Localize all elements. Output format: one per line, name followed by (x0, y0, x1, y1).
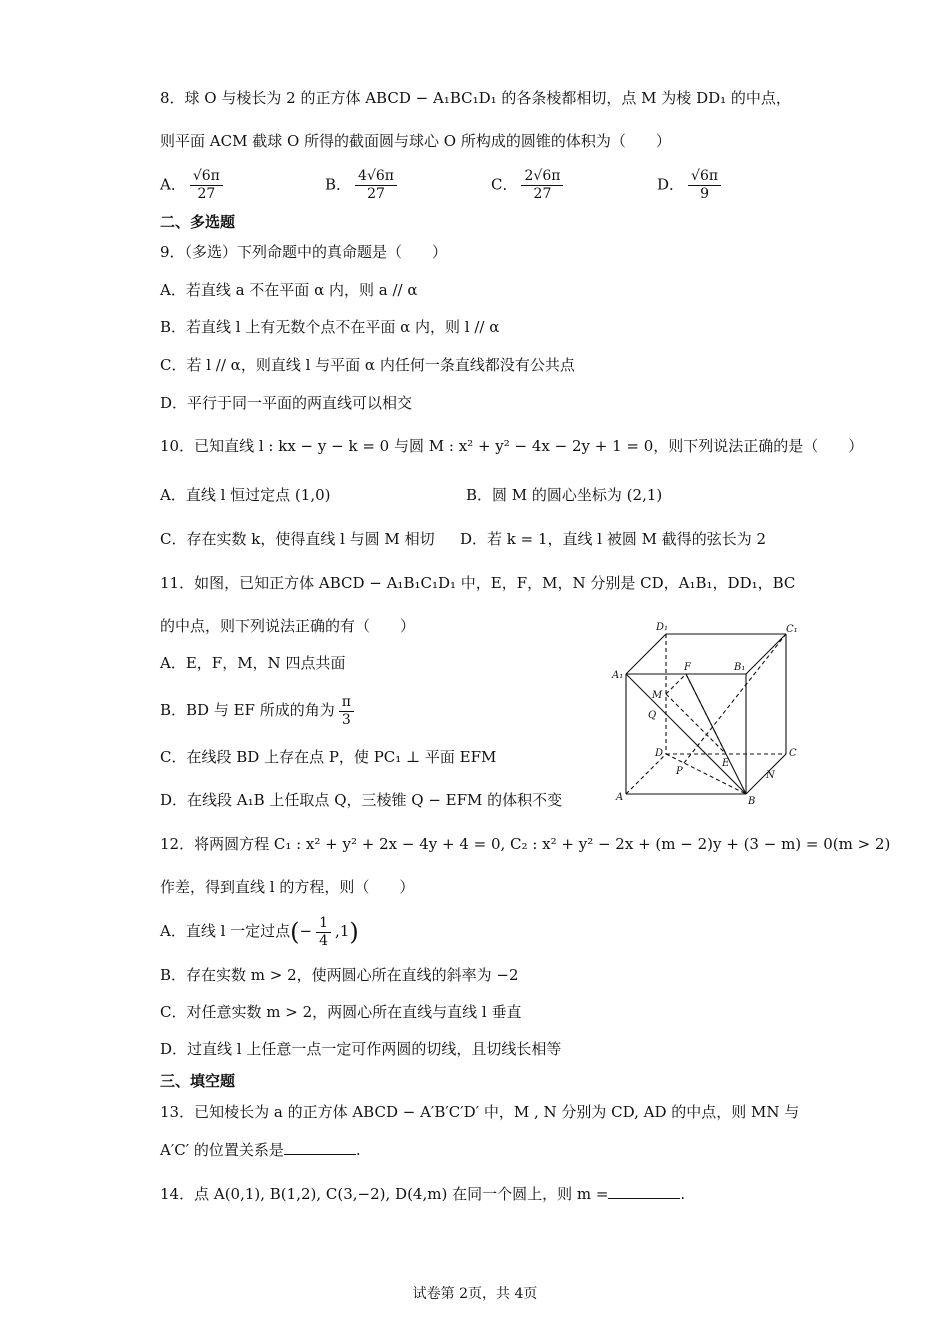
q10-option-a: A．直线 l 恒过定点 (1,0) (160, 486, 331, 504)
label-d1: D₁ (656, 622, 669, 633)
q8-option-c-denominator: 27 (533, 186, 552, 202)
q9-stem: 9．（多选）下列命题中的真命题是（ ） (160, 243, 448, 261)
segment-m-f (666, 674, 686, 694)
q12-option-a: A．直线 l 一定过点(− $\frac{1}{4}$ ,1) (160, 914, 359, 949)
q13-answer-blank[interactable] (284, 1140, 356, 1155)
label-q: Q (648, 710, 657, 721)
q8-option-b-fraction (355, 168, 397, 203)
q10-option-d: D．若 k = 1，直线 l 被圆 M 截得的弦长为 2 (460, 530, 767, 548)
cube-figure (608, 616, 808, 808)
q8-option-b-numerator: 4√6π (355, 168, 397, 186)
q11-option-b (160, 690, 358, 730)
q8-stem-line2: 则平面 ACM 截球 O 所得的截面圆与球心 O 所构成的圆锥的体积为（ ） (160, 132, 671, 150)
q11-option-b-numerator: π (339, 694, 354, 712)
label-a: A (616, 792, 624, 803)
label-n: N (766, 770, 775, 781)
q11-option-d: D．在线段 A₁B 上任取点 Q，三棱锥 Q − EFM 的体积不变 (160, 791, 563, 809)
q9-option-b: B．若直线 l 上有无数个点不在平面 α 内，则 l // α (160, 318, 500, 336)
q10-option-b: B．圆 M 的圆心坐标为 (2,1) (466, 486, 663, 504)
label-m: M (652, 690, 663, 701)
q8-option-d-label: D． (657, 175, 685, 194)
q11-option-a: A．E，F，M，N 四点共面 (160, 654, 346, 672)
segment-m-e (666, 694, 726, 754)
q8-option-c-label: C． (491, 175, 518, 194)
label-d: D (655, 748, 664, 759)
q9-option-d: D．平行于同一平面的两直线可以相交 (160, 394, 413, 412)
edge-a1-d1 (626, 634, 666, 674)
label-c: C (789, 748, 797, 759)
q13-stem-line2: A′C′ 的位置关系是 . (160, 1141, 361, 1159)
q12-option-d: D．过直线 l 上任意一点一定可作两圆的切线，且切线长相等 (160, 1040, 562, 1058)
page-footer: 试卷第 2页，共 4页 (412, 1286, 538, 1302)
q8-option-a-fraction (190, 168, 223, 203)
label-b1: B₁ (734, 662, 746, 673)
q13-stem-line2-text: A′C′ 的位置关系是 (160, 1141, 284, 1159)
label-a1: A₁ (612, 670, 624, 681)
label-f: F (684, 662, 691, 673)
q8-option-a (160, 168, 227, 203)
section-heading-multiple-choice: 二、多选题 (160, 213, 236, 231)
label-e: E (722, 758, 730, 769)
section-heading-fill-in: 三、填空题 (160, 1072, 236, 1090)
q8-option-a-denominator: 27 (197, 186, 216, 202)
q8-stem-line1: 8．球 O 与棱长为 2 的正方体 ABCD − A₁BC₁D₁ 的各条棱都相切，点 M 为棱 DD₁ 的中点， (160, 89, 791, 107)
q14-stem: 14．点 A(0,1), B(1,2), C(3,−2), D(4,m) 在同一个圆上，则 m = . (160, 1185, 686, 1203)
q8-option-d-denominator: 9 (700, 186, 709, 202)
q8-option-b-label: B． (325, 175, 352, 194)
segment-a1-b (626, 674, 746, 794)
q12-option-a-denominator: 4 (319, 932, 329, 949)
q8-option-c (491, 168, 567, 203)
label-p: P (676, 766, 683, 777)
q11-option-b-text: B．BD 与 EF 所成的角为 (160, 701, 335, 719)
segment-b-f (686, 674, 746, 794)
q8-option-d-numerator: √6π (688, 168, 721, 186)
edge-b1-c1 (746, 634, 786, 674)
q9-option-a: A．若直线 a 不在平面 α 内，则 a // α (160, 281, 418, 299)
q12-stem-line2: 作差，得到直线 l 的方程，则（ ） (160, 878, 415, 896)
q13-stem-line1: 13．已知棱长为 a 的正方体 ABCD − A′B′C′D′ 中，M , N 分别为 CD, AD 的中点，则 MN 与 (160, 1103, 800, 1121)
q8-option-b (325, 168, 401, 203)
q12-option-a-text: A．直线 l 一定过点 (160, 922, 291, 940)
q11-option-b-denominator: 3 (341, 711, 351, 728)
q12-stem-line1: 12．将两圆方程 C₁ : x² + y² + 2x − 4y + 4 = 0, C₂ : x² + y² − 2x + (m − 2)y + (3 − m) = 0(m > 2) (160, 835, 891, 853)
q12-option-c: C．对任意实数 m > 2，两圆心所在直线与直线 l 垂直 (160, 1003, 522, 1021)
q9-option-c: C．若 l // α，则直线 l 与平面 α 内任何一条直线都没有公共点 (160, 356, 575, 374)
q8-option-d-fraction (688, 168, 721, 203)
q14-stem-text: 14．点 A(0,1), B(1,2), C(3,−2), D(4,m) 在同一个圆上，则 m = (160, 1185, 609, 1203)
q12-option-b: B．存在实数 m > 2，使两圆心所在直线的斜率为 −2 (160, 966, 519, 984)
q8-option-a-numerator: √6π (190, 168, 223, 186)
q11-option-b-fraction (339, 694, 354, 729)
q8-option-d (657, 168, 725, 203)
q14-answer-blank[interactable] (608, 1184, 680, 1199)
q8-option-a-label: A． (160, 175, 186, 194)
label-c1: C₁ (786, 624, 798, 635)
label-b: B (748, 796, 756, 807)
edge-a-d (626, 754, 666, 794)
q11-stem-line1: 11．如图，已知正方体 ABCD − A₁B₁C₁D₁ 中，E，F，M，N 分别是 CD，A₁B₁，DD₁，BC (160, 574, 796, 592)
q8-option-c-fraction (521, 168, 563, 203)
q12-option-a-numerator: 1 (316, 915, 331, 933)
q12-option-a-fraction (316, 915, 331, 950)
q10-stem: 10．已知直线 l : kx − y − k = 0 与圆 M : x² + y² − 4x − 2y + 1 = 0，则下列说法正确的是（ ） (160, 437, 864, 455)
q10-option-c: C．存在实数 k，使得直线 l 与圆 M 相切 (160, 530, 435, 548)
q8-option-c-numerator: 2√6π (521, 168, 563, 186)
q11-stem-line2: 的中点，则下列说法正确的有（ ） (160, 617, 416, 635)
segment-p-c1 (684, 634, 786, 763)
q8-option-b-denominator: 27 (367, 186, 385, 202)
q11-option-c: C．在线段 BD 上存在点 P，使 PC₁ ⊥ 平面 EFM (160, 748, 497, 766)
